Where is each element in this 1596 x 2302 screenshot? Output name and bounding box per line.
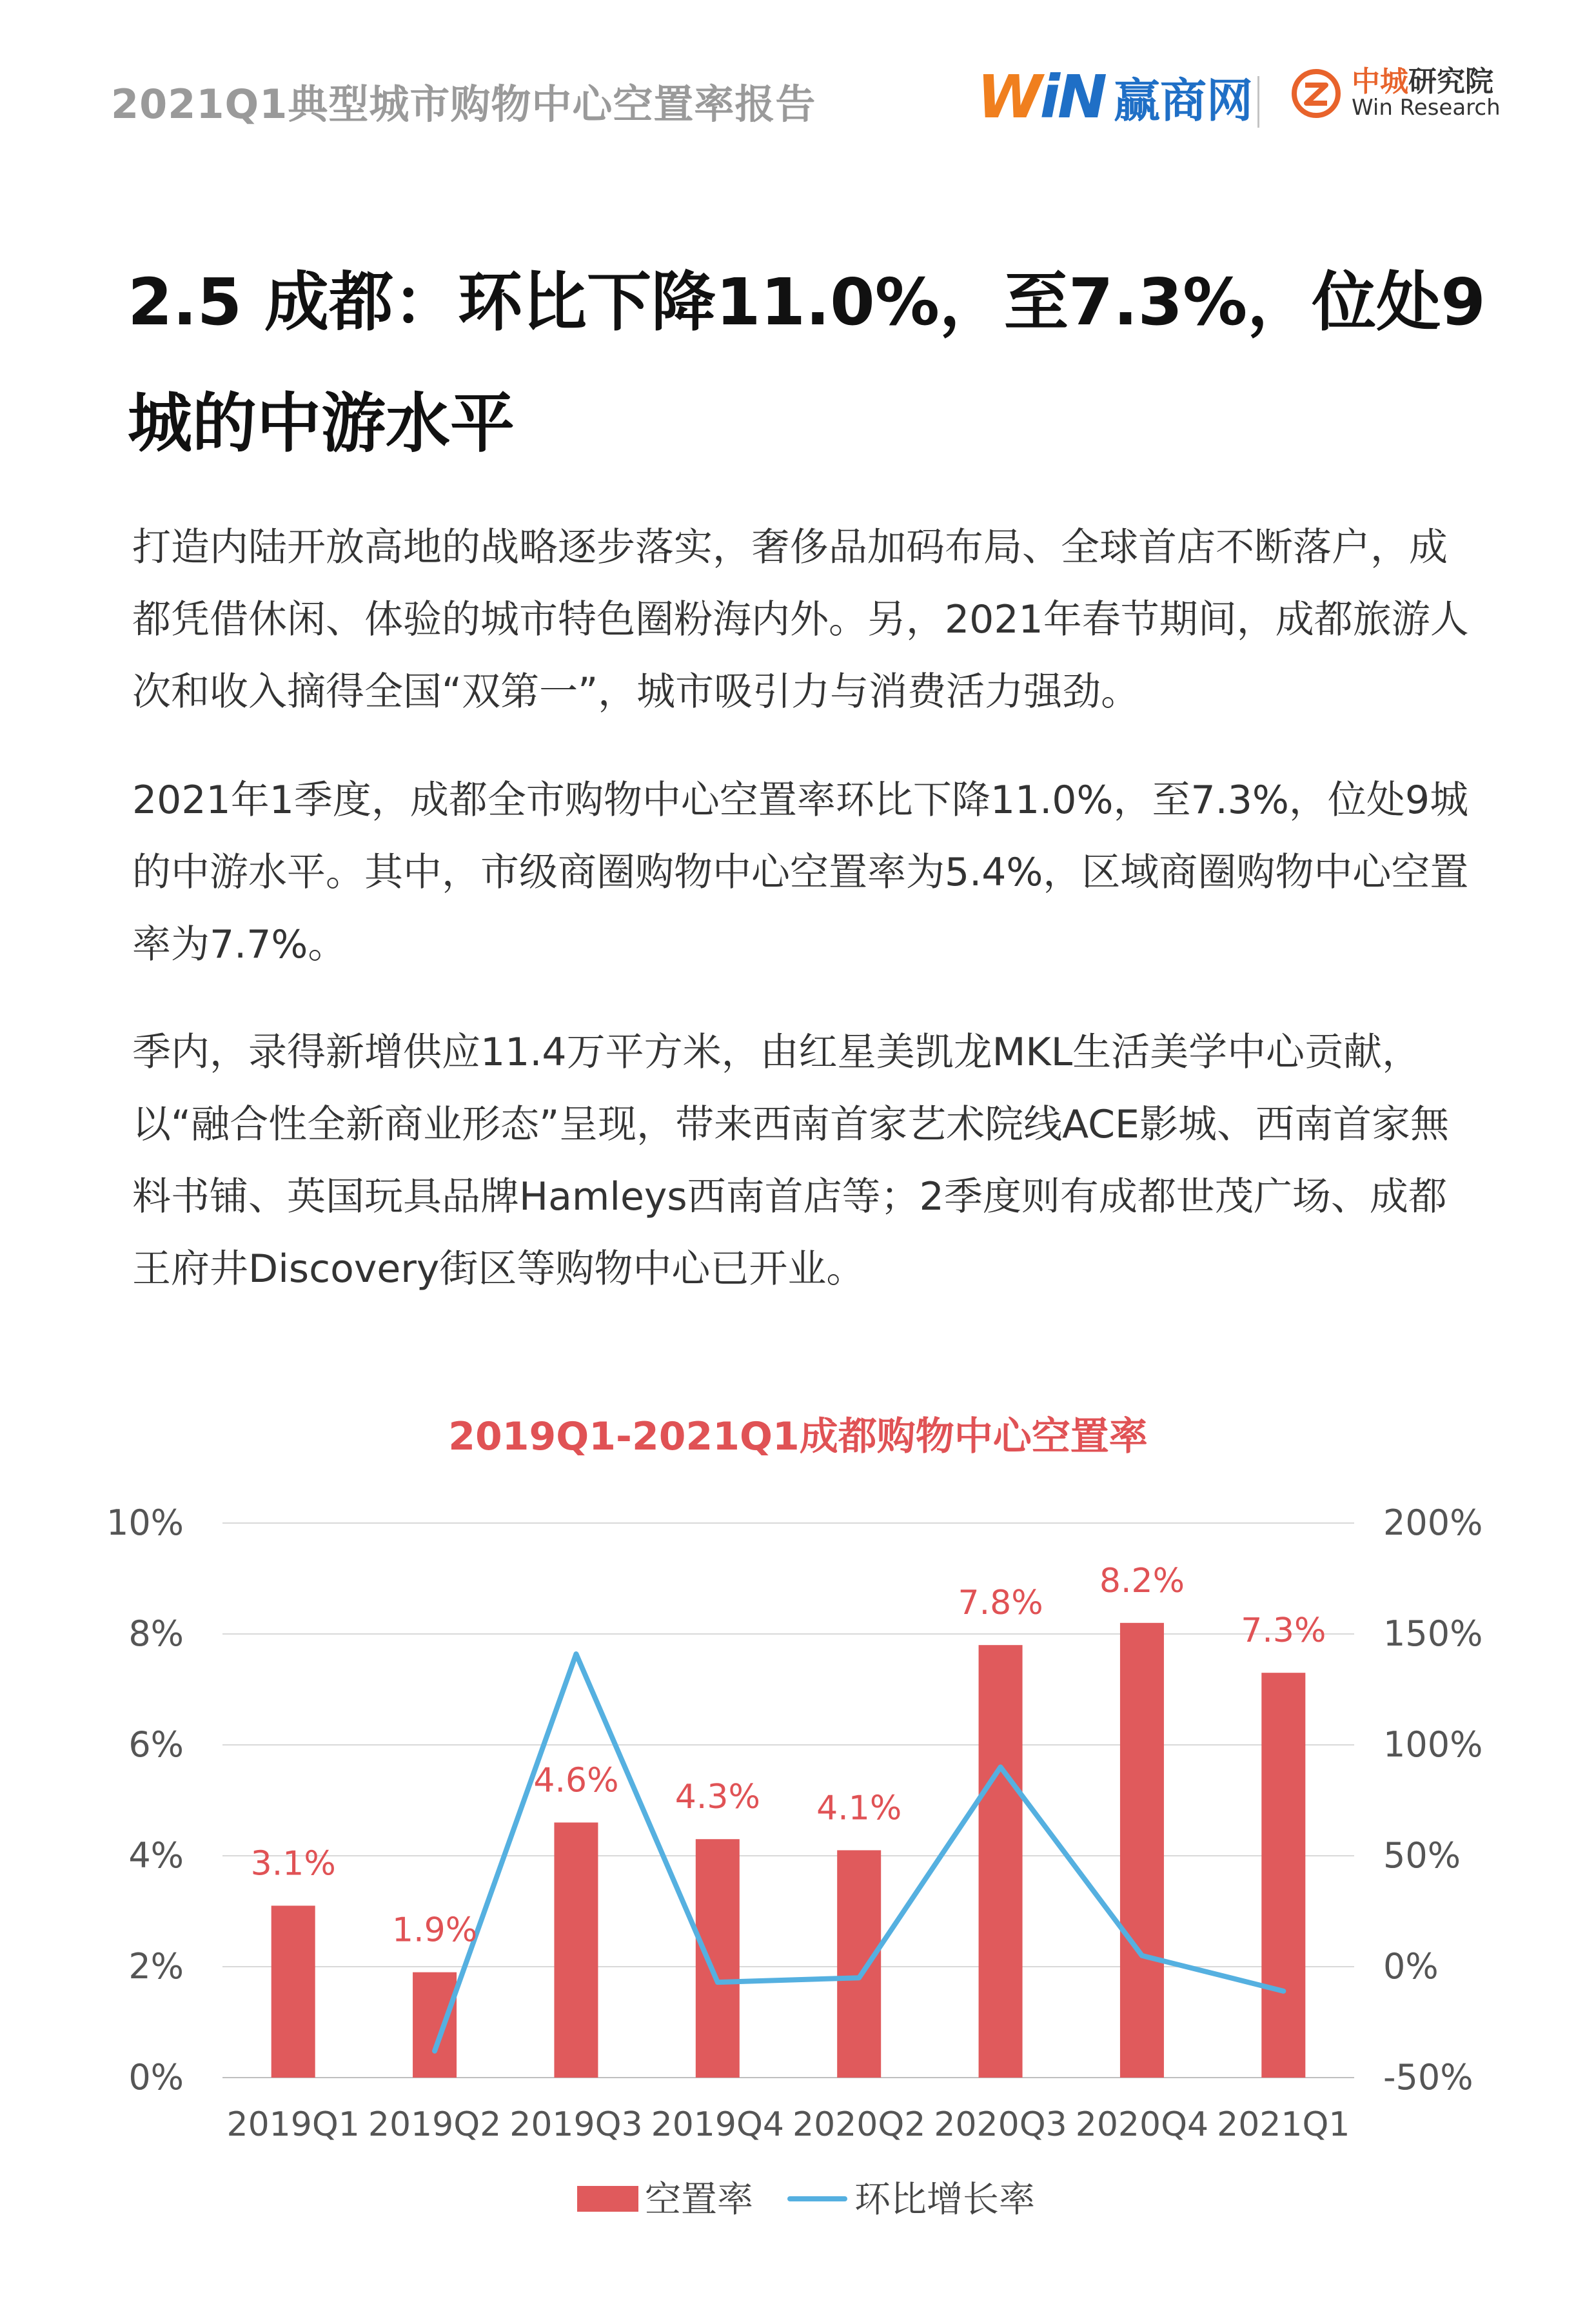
report-header-title: 2021Q1典型城市购物中心空置率报告 <box>111 81 816 128</box>
logo-divider <box>1257 76 1259 128</box>
vacancy-bar <box>979 1645 1023 2078</box>
y-right-tick-label: 50% <box>1383 1835 1461 1876</box>
growth-rate-point <box>717 1982 718 1983</box>
zhongcheng-logo <box>1288 66 1501 121</box>
x-tick-label: 2020Q2 <box>793 2105 926 2144</box>
section-title: 2.5 成都：环比下降11.0%，至7.3%，位处9城的中游水平 <box>128 264 1486 461</box>
win-logo <box>977 61 1253 132</box>
x-tick-label: 2020Q4 <box>1075 2105 1209 2144</box>
bar-data-label: 4.3% <box>675 1778 760 1817</box>
y-right-tick-label: 200% <box>1383 1502 1483 1543</box>
zhongcheng-logo-icon <box>1288 66 1344 121</box>
growth-rate-point <box>1283 1991 1284 1992</box>
legend-label-growth: 环比增长率 <box>854 2179 1035 2221</box>
x-tick-label: 2019Q3 <box>509 2105 643 2144</box>
vacancy-bar <box>1120 1623 1164 2078</box>
x-tick-label: 2019Q4 <box>651 2105 784 2144</box>
growth-rate-point <box>1000 1766 1001 1767</box>
y-left-tick-label: 2% <box>128 1946 184 1987</box>
y-right-tick-label: 150% <box>1383 1613 1483 1654</box>
y-right-tick-label: 0% <box>1383 1946 1439 1987</box>
vacancy-rate-chart <box>0 1477 1596 2250</box>
y-left-tick-label: 8% <box>128 1613 184 1654</box>
vacancy-bar <box>271 1905 315 2078</box>
legend-swatch-vacancy <box>577 2186 638 2212</box>
x-tick-label: 2019Q2 <box>368 2105 502 2144</box>
x-tick-label: 2019Q1 <box>226 2105 360 2144</box>
growth-rate-point <box>575 1653 576 1655</box>
y-left-tick-label: 10% <box>106 1502 184 1543</box>
vacancy-bar <box>413 1972 457 2078</box>
y-left-tick-label: 6% <box>128 1724 184 1765</box>
bar-data-label: 7.3% <box>1241 1611 1326 1651</box>
x-tick-label: 2021Q1 <box>1217 2105 1350 2144</box>
vacancy-bar <box>837 1850 881 2078</box>
bar-data-label: 4.6% <box>533 1761 619 1800</box>
bar-data-label: 1.9% <box>392 1911 478 1950</box>
zhongcheng-logo-en: Win Research <box>1352 95 1501 121</box>
paragraph-2: 2021年1季度，成都全市购物中心空置率环比下降11.0%，至7.3%，位处9城的中游水平。其中，市级商圈购物中心空置率为5.4%，区域商圈购物中心空置率为7.7%。 <box>132 778 1469 967</box>
y-left-tick-label: 0% <box>128 2057 184 2098</box>
vacancy-bar <box>1261 1673 1305 2078</box>
growth-rate-point <box>434 2051 435 2052</box>
bar-data-label: 3.1% <box>250 1844 336 1884</box>
bar-data-label: 4.1% <box>816 1789 902 1828</box>
win-logo-mark: WiN <box>977 62 1105 132</box>
growth-rate-point <box>858 1977 860 1978</box>
x-tick-label: 2020Q3 <box>934 2105 1067 2144</box>
vacancy-bar <box>554 1822 598 2078</box>
legend-label-vacancy: 空置率 <box>645 2179 753 2221</box>
chart-title: 2019Q1-2021Q1成都购物中心空置率 <box>448 1414 1148 1459</box>
paragraph-1: 打造内陆开放高地的战略逐步落实，奢侈品加码布局、全球首店不断落户，成都凭借休闲、体验的城市特色圈粉海内外。另，2021年春节期间，成都旅游人次和收入摘得全国“双第一”，城市吸引力与消费活力强劲。 <box>132 525 1469 714</box>
paragraph-3: 季内，录得新增供应11.4万平方米，由红星美凯龙MKL生活美学中心贡献，以“融合性全新商业形态”呈现，带来西南首家艺术院线ACE影城、西南首家無料书铺、英国玩具品牌Hamleys西南首店等；2季度则有成都世茂广场、成都王府井Discovery街区等购物中心已开业。 <box>132 1030 1449 1292</box>
y-right-tick-label: -50% <box>1383 2057 1473 2098</box>
vacancy-bar <box>696 1839 740 2078</box>
bar-data-label: 7.8% <box>958 1584 1043 1623</box>
bar-data-label: 8.2% <box>1099 1561 1185 1600</box>
zhongcheng-logo-cn: 中城研究院 <box>1352 65 1493 99</box>
growth-rate-point <box>1141 1955 1143 1956</box>
y-left-tick-label: 4% <box>128 1835 184 1876</box>
y-right-tick-label: 100% <box>1383 1724 1483 1765</box>
win-logo-text: 赢商网 <box>1114 74 1254 128</box>
